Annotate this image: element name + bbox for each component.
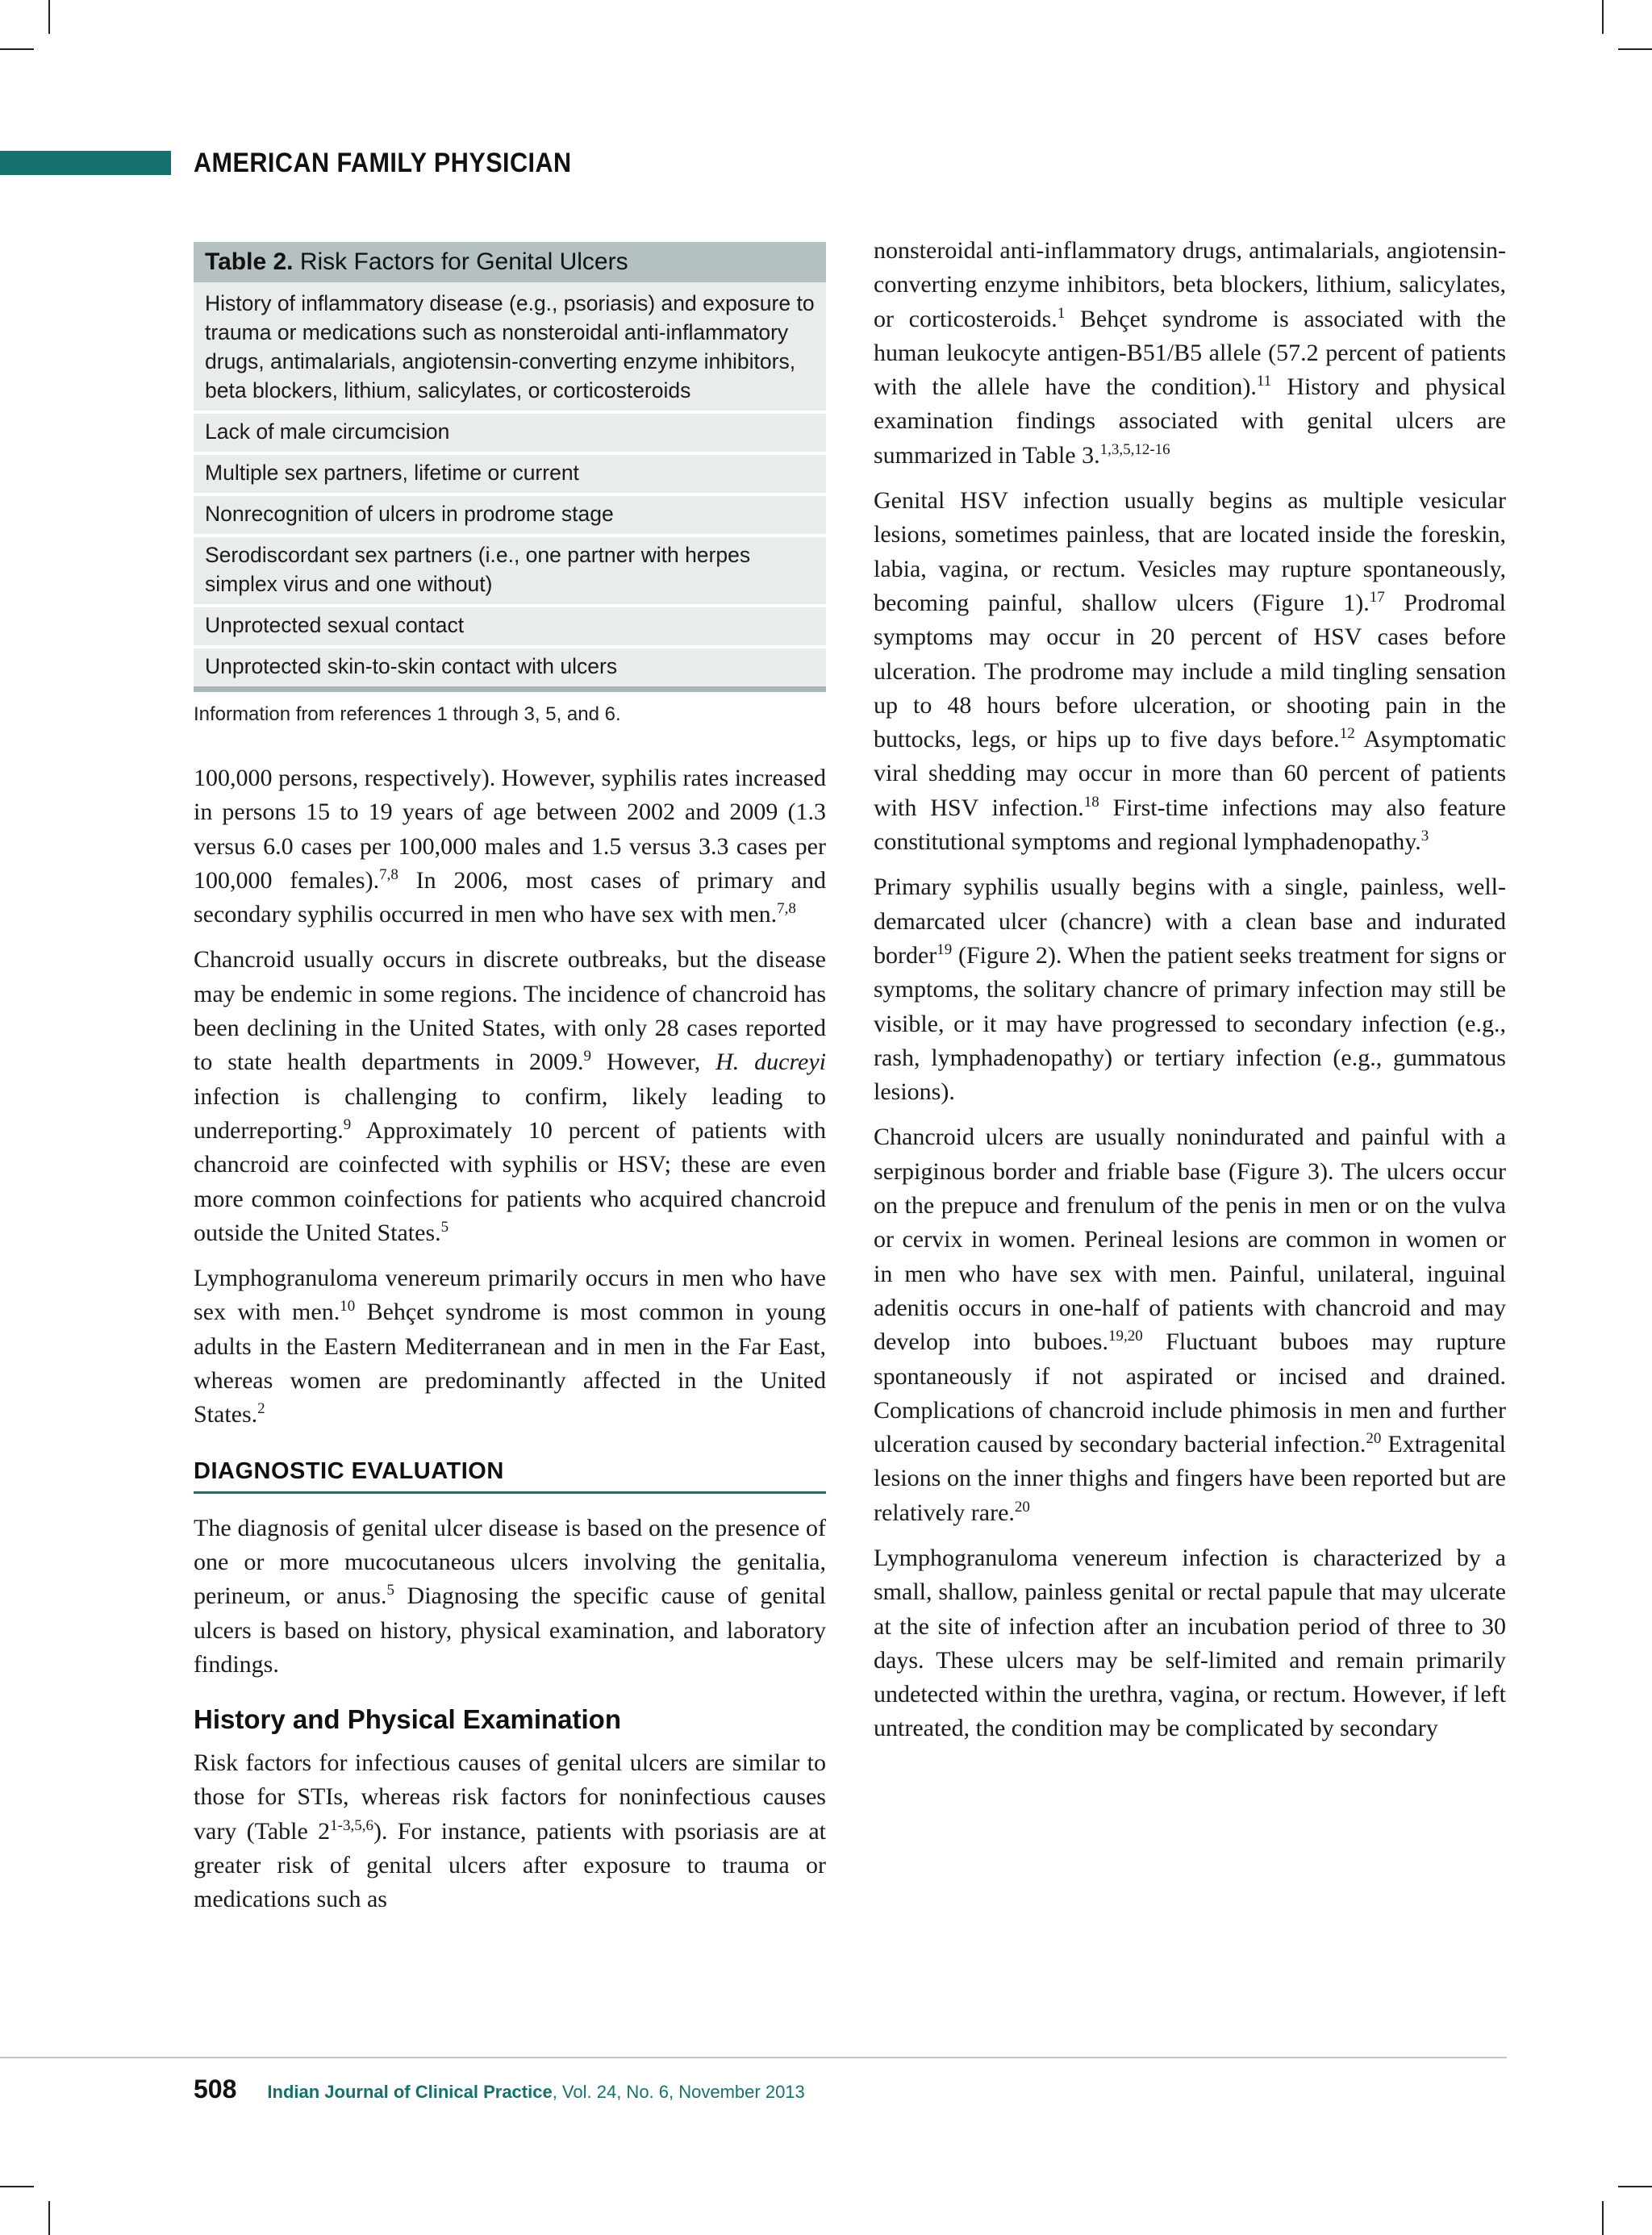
subsection-heading: History and Physical Examination: [194, 1704, 621, 1735]
table-row: History of inflammatory disease (e.g., psoriasis) and exposure to trauma or medications such as nonsteroidal anti-inflammatory drugs, antimalarials, angiotensin-converting enzyme inhibitors, beta blockers, lithium, salicylates, or corticosteroids: [194, 282, 826, 411]
crop-mark: [1618, 48, 1652, 50]
body-paragraph: 100,000 persons, respectively). However, syphilis rates increased in persons 15 to 19 years of age between 2002 and 2009 (1.3 versus 6.0 cases per 100,000 males and 1.5 versus 3.3 cases per 100,000 females).$^{7,8}$ In 2006, most cases of primary and secondary syphilis occurred in men who have sex with men.$^{7,8}$: [194, 765, 826, 928]
journal-volume: , Vol. 24, No. 6, November 2013: [552, 2082, 805, 2102]
crop-mark: [0, 2186, 34, 2187]
table-title-text: Risk Factors for Genital Ulcers: [299, 248, 628, 275]
body-paragraph: nonsteroidal anti-inflammatory drugs, antimalarials, angiotensin-converting enzyme inhibitors, beta blockers, lithium, salicylates, or corticosteroids.$^1$ Behçet syndrome is associated with the human leukocyte antigen-B51/B5 allele (57.2 percent of patients with the allele have the condition).$^{11}$ History and physical examination findings associated with genital ulcers are summarized in Table 3.$^{1,3,5,12-16}$: [874, 237, 1506, 469]
risk-factors-table: [194, 242, 826, 726]
page-number: 508: [194, 2074, 237, 2104]
table-row: Nonrecognition of ulcers in prodrome stage: [194, 493, 826, 534]
table-source-note: Information from references 1 through 3, 5, and 6.: [194, 703, 621, 725]
masthead-color-bar: [0, 151, 171, 175]
table-row: Unprotected sexual contact: [194, 604, 826, 645]
body-paragraph: Lymphogranuloma venereum infection is characterized by a small, shallow, painless genital or rectal papule that may ulcerate at the site of infection after an incubation period of three to 30 days. These ulcers may be self-limited and remain primarily undetected within the urethra, vagina, or rectum. However, if left untreated, the condition may be complicated by secondary: [874, 1544, 1506, 1742]
footer-rule: [0, 2057, 1507, 2058]
table-row: Unprotected skin-to-skin contact with ulcers: [194, 645, 826, 686]
table-row: Serodiscordant sex partners (i.e., one partner with herpes simplex virus and one without): [194, 534, 826, 604]
section-heading: DIAGNOSTIC EVALUATION: [194, 1458, 826, 1494]
body-paragraph: Primary syphilis usually begins with a single, painless, well-demarcated ulcer (chancre) with a clean base and indurated border$^{19}$ (Figure 2). When the patient seeks treatment for signs or symptoms, the solitary chancre of primary infection may still be visible, or it may have progressed to secondary infection (e.g., rash, lymphadenopathy) or tertiary infection (e.g., gummatous lesions).: [874, 874, 1506, 1106]
left-column: [194, 242, 826, 1929]
journal-name: Indian Journal of Clinical Practice: [267, 2082, 553, 2102]
body-paragraph: Genital HSV infection usually begins as multiple vesicular lesions, sometimes painless, that are located inside the foreskin, labia, vagina, or rectum. Vesicles may rupture spontaneously, becoming painful, shallow ulcers (Figure 1).$^{17}$ Prodromal symptoms may occur in 20 percent of HSV cases before ulceration. The prodrome may include a mild tingling sensation up to 48 hours before ulceration, or shooting pain in the buttocks, legs, or hips up to five days before.$^{12}$ Asymptomatic viral shedding may occur in more than 60 percent of patients with HSV infection.$^{18}$ First-time infections may also feature constitutional symptoms and regional lymphadenopathy.$^3$: [874, 487, 1507, 856]
body-paragraph: Lymphogranuloma venereum primarily occurs in men who have sex with men.$^{10}$ Behçet syndrome is most common in young adults in the Eastern Mediterranean and in men in the Far East, whereas women are predominantly affected in the United States.$^2$: [194, 1265, 826, 1428]
crop-mark: [1618, 2186, 1652, 2187]
table-label: Table 2.: [205, 248, 294, 275]
crop-mark: [0, 48, 34, 50]
table-title: [194, 242, 826, 282]
crop-mark: [48, 0, 50, 34]
masthead-title: AMERICAN FAMILY PHYSICIAN: [194, 148, 572, 178]
body-paragraph: Chancroid usually occurs in discrete outbreaks, but the disease may be endemic in some regions. The incidence of chancroid has been declining in the United States, with only 28 cases reported to state health departments in 2009.$^9$ However, H. ducreyi infection is challenging to confirm, likely leading to underreporting.$^9$ Approximately 10 percent of patients with chancroid are coinfected with syphilis or HSV; these are even more common coinfections for patients who acquired chancroid outside the United States.$^5$: [194, 946, 826, 1246]
body-paragraph: The diagnosis of genital ulcer disease is based on the presence of one or more mucocutaneous ulcers involving the genitalia, perineum, or anus.$^5$ Diagnosing the specific cause of genital ulcers is based on history, physical examination, and laboratory findings.: [194, 1514, 826, 1678]
right-column: [874, 234, 1506, 1758]
page-footer: [194, 2074, 805, 2104]
table-row: Multiple sex partners, lifetime or current: [194, 452, 826, 493]
table-row: Lack of male circumcision: [194, 411, 826, 452]
table-bottom-rule: [194, 686, 826, 692]
body-paragraph: Chancroid ulcers are usually nonindurated and painful with a serpiginous border and friable base (Figure 3). The ulcers occur on the prepuce and frenulum of the penis in men or on the vulva or cervix in women. Perineal lesions are common in women or in men who have sex with men. Painful, unilateral, inguinal adenitis occurs in one-half of patients with chancroid and may develop into buboes.$^{19,20}$ Fluctuant buboes may rupture spontaneously if not aspirated or incised and drained. Complications of chancroid include phimosis in men and further ulceration caused by secondary bacterial infection.$^{20}$ Extragenital lesions on the inner thighs and fingers have been reported but are relatively rare.$^{20}$: [874, 1124, 1506, 1526]
crop-mark: [1602, 0, 1604, 34]
crop-mark: [1602, 2201, 1604, 2235]
crop-mark: [48, 2201, 50, 2235]
body-paragraph: Risk factors for infectious causes of genital ulcers are similar to those for STIs, whereas risk factors for noninfectious causes vary (Table 2$^{1-3,5,6}$). For instance, patients with psoriasis are at greater risk of genital ulcers after exposure to trauma or medications such as: [194, 1749, 827, 1913]
